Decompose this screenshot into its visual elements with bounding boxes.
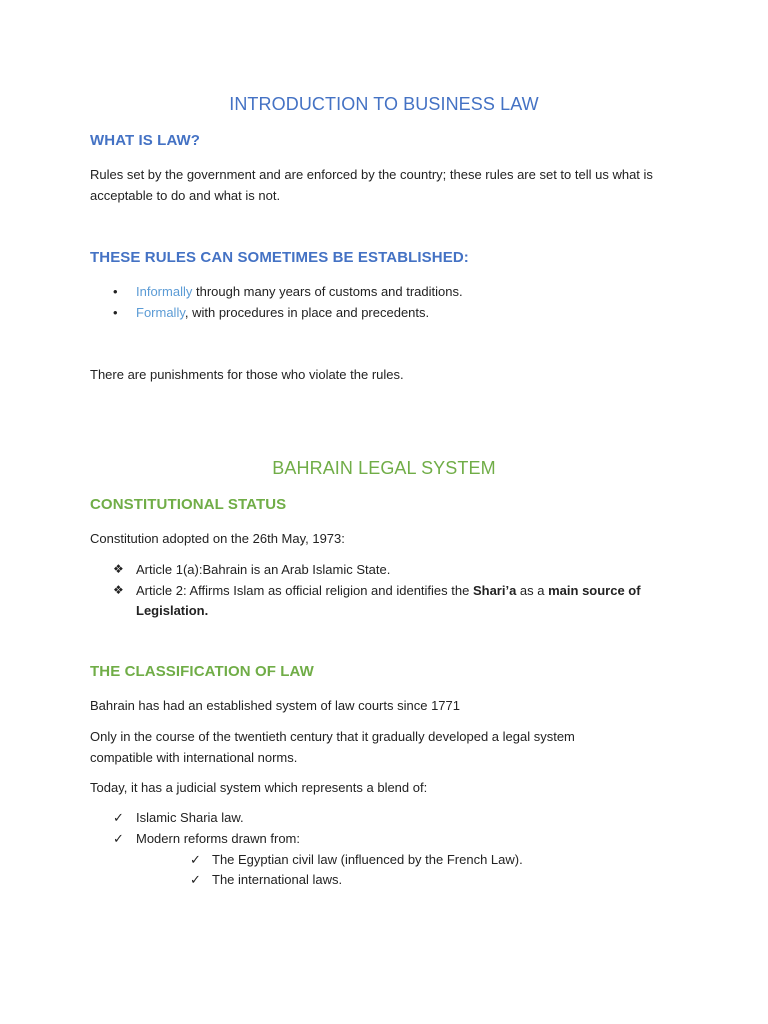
formally-highlight: Formally <box>136 305 185 320</box>
check-mark-icon: ✓ <box>113 810 124 825</box>
punishments-note: There are punishments for those who violate the rules. <box>90 367 404 382</box>
constitutional-status-heading: CONSTITUTIONAL STATUS <box>90 496 287 513</box>
diamond-bullet-icon: ❖ <box>113 562 124 576</box>
article-2-line2 <box>136 600 208 621</box>
check-mark-icon: ✓ <box>190 852 201 867</box>
blend-item-sharia: Islamic Sharia law. <box>136 810 244 825</box>
formally-rest: , with procedures in place and precedents. <box>184 305 430 320</box>
article-2-line1 <box>136 580 641 601</box>
classification-p2-line1: Only in the course of the twentieth century that it gradually developed a legal system <box>90 729 575 744</box>
classification-p2-line2: compatible with international norms. <box>90 750 298 765</box>
bullet-dot-icon: • <box>113 284 118 299</box>
bullet-dot-icon: • <box>113 305 118 320</box>
subitem-egyptian: The Egyptian civil law (influenced by the French Law). <box>212 852 523 867</box>
what-is-law-heading: WHAT IS LAW? <box>90 132 201 149</box>
check-mark-icon: ✓ <box>190 872 201 887</box>
article-2-part2: as a <box>516 583 549 598</box>
sharia-bold: Shari’a <box>472 583 517 598</box>
legislation-bold: Legislation. <box>136 603 209 618</box>
established-heading: THESE RULES CAN SOMETIMES BE ESTABLISHED: <box>90 249 469 266</box>
article-1: Article 1(a):Bahrain is an Arab Islamic State. <box>136 562 391 577</box>
established-item-informally <box>136 281 463 302</box>
diamond-bullet-icon: ❖ <box>113 583 124 597</box>
informally-rest: through many years of customs and traditions. <box>192 284 463 299</box>
classification-p3: Today, it has a judicial system which represents a blend of: <box>90 780 428 795</box>
blend-item-modern: Modern reforms drawn from: <box>136 831 300 846</box>
subitem-international: The international laws. <box>212 872 343 887</box>
main-source-bold: main source of <box>548 583 641 598</box>
article-2-part1: Article 2: Affirms Islam as official religion and identifies the <box>136 583 473 598</box>
established-item-formally <box>136 302 429 323</box>
classification-heading: THE CLASSIFICATION OF LAW <box>90 663 314 680</box>
bahrain-title: BAHRAIN LEGAL SYSTEM <box>272 458 496 478</box>
classification-p1: Bahrain has had an established system of law courts since 1771 <box>90 698 460 713</box>
what-is-law-paragraph: Rules set by the government and are enforced by the country; these rules are set to tell us what is acceptable to do and what is not. <box>90 167 653 203</box>
document-title: INTRODUCTION TO BUSINESS LAW <box>229 94 539 114</box>
informally-highlight: Informally <box>136 284 193 299</box>
constitution-intro: Constitution adopted on the 26th May, 1973: <box>90 531 345 546</box>
check-mark-icon: ✓ <box>113 831 124 846</box>
